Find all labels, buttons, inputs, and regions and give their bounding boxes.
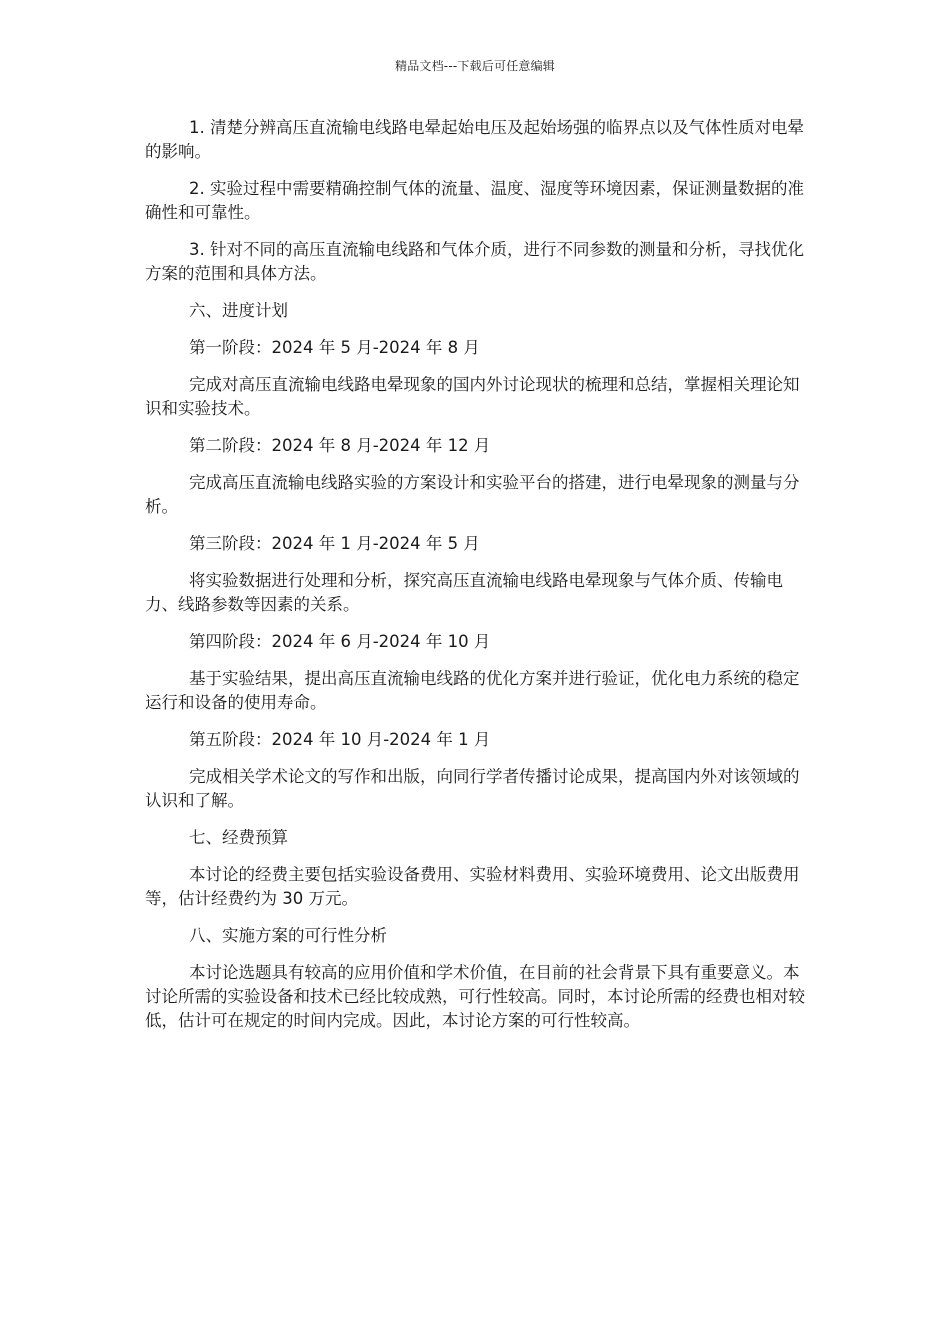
document-body [145,116,810,1046]
budget-description: 本讨论的经费主要包括实验设备费用、实验材料费用、实验环境费用、论文出版费用等，估计经费约为 30 万元。 [145,865,800,908]
phase-5-title: 第五阶段：2024 年 10 月-2024 年 1 月 [189,730,491,749]
phase-2-description: 完成高压直流输电线路实验的方案设计和实验平台的搭建，进行电晕现象的测量与分析。 [145,473,800,516]
phase-2-title: 第二阶段：2024 年 8 月-2024 年 12 月 [189,436,491,455]
phase-5-description: 完成相关学术论文的写作和出版，向同行学者传播讨论成果，提高国内外对该领域的认识和了解。 [145,767,800,810]
phase-1-description: 完成对高压直流输电线路电晕现象的国内外讨论现状的梳理和总结，掌握相关理论知识和实验技术。 [145,375,800,418]
page-header: 精品文档---下载后可任意编辑 [395,59,555,73]
requirement-item-1: 1. 清楚分辨高压直流输电线路电晕起始电压及起始场强的临界点以及气体性质对电晕的影响。 [145,118,804,161]
requirement-item-3: 3. 针对不同的高压直流输电线路和气体介质，进行不同参数的测量和分析，寻找优化方案的范围和具体方法。 [145,240,804,283]
section-heading-budget: 七、经费预算 [189,828,288,847]
section-heading-feasibility: 八、实施方案的可行性分析 [189,926,387,945]
phase-4-description: 基于实验结果，提出高压直流输电线路的优化方案并进行验证，优化电力系统的稳定运行和设备的使用寿命。 [145,669,800,712]
requirement-item-2: 2. 实验过程中需要精确控制气体的流量、温度、湿度等环境因素，保证测量数据的准确性和可靠性。 [145,179,804,222]
feasibility-description: 本讨论选题具有较高的应用价值和学术价值，在目前的社会背景下具有重要意义。本讨论所需的实验设备和技术已经比较成熟，可行性较高。同时，本讨论所需的经费也相对较低，估计可在规定的时间内完成。因此，本讨论方案的可行性较高。 [145,963,805,1030]
phase-4-title: 第四阶段：2024 年 6 月-2024 年 10 月 [189,632,491,651]
phase-3-title: 第三阶段：2024 年 1 月-2024 年 5 月 [189,534,480,553]
section-heading-schedule: 六、进度计划 [189,301,288,320]
phase-3-description: 将实验数据进行处理和分析，探究高压直流输电线路电晕现象与气体介质、传输电力、线路参数等因素的关系。 [145,571,783,614]
phase-1-title: 第一阶段：2024 年 5 月-2024 年 8 月 [189,338,480,357]
